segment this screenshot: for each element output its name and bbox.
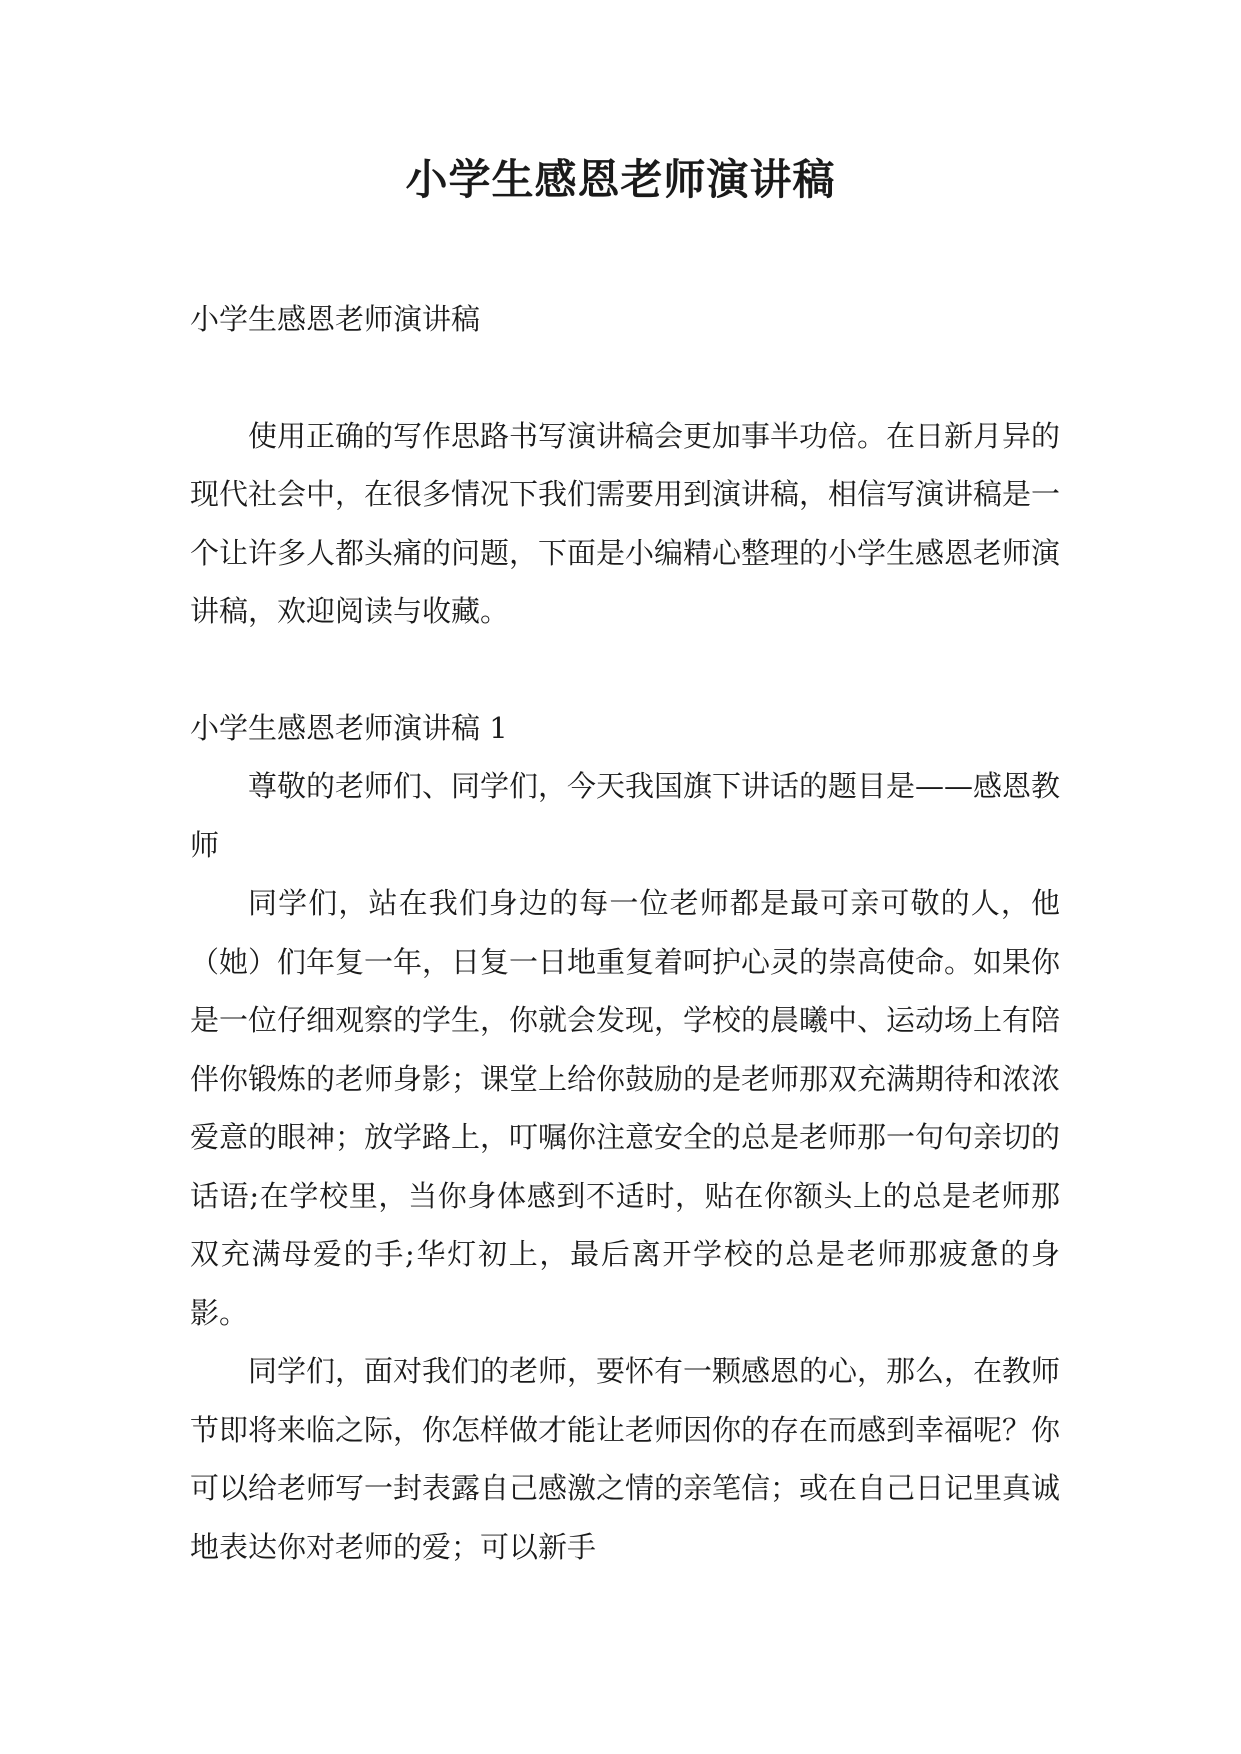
body-paragraph: 同学们，面对我们的老师，要怀有一颗感恩的心，那么，在教师节即将来临之际，你怎样做才能让老师因你的存在而感到幸福呢？你可以给老师写一封表露自己感激之情的亲笔信；或在自己日记里真诚地表达你对老师的爱；可以新手 — [190, 1354, 1061, 1564]
body-paragraph: 尊敬的老师们、同学们，今天我国旗下讲话的题目是——感恩教师 — [190, 769, 1061, 862]
intro-paragraph: 使用正确的写作思路书写演讲稿会更加事半功倍。在日新月异的现代社会中，在很多情况下我们需要用到演讲稿，相信写演讲稿是一个让许多人都头痛的问题，下面是小编精心整理的小学生感恩老师演讲稿，欢迎阅读与收藏。 — [190, 418, 1061, 628]
document-body — [190, 290, 1060, 1576]
document-title: 小学生感恩老师演讲稿 — [405, 155, 836, 204]
section-heading: 小学生感恩老师演讲稿 1 — [190, 710, 508, 745]
document-subtitle: 小学生感恩老师演讲稿 — [190, 302, 481, 336]
body-paragraph: 同学们，站在我们身边的每一位老师都是最可亲可敬的人，他（她）们年复一年，日复一日地重复着呵护心灵的崇高使命。如果你是一位仔细观察的学生，你就会发现，学校的晨曦中、运动场上有陪伴你锻炼的老师身影；课堂上给你鼓励的是老师那双充满期待和浓浓爱意的眼神；放学路上，叮嘱你注意安全的总是老师那一句句亲切的话语;在学校里，当你身体感到不适时，贴在你额头上的总是老师那双充满母爱的手;华灯初上，最后离开学校的总是老师那疲惫的身影。 — [190, 886, 1061, 1330]
